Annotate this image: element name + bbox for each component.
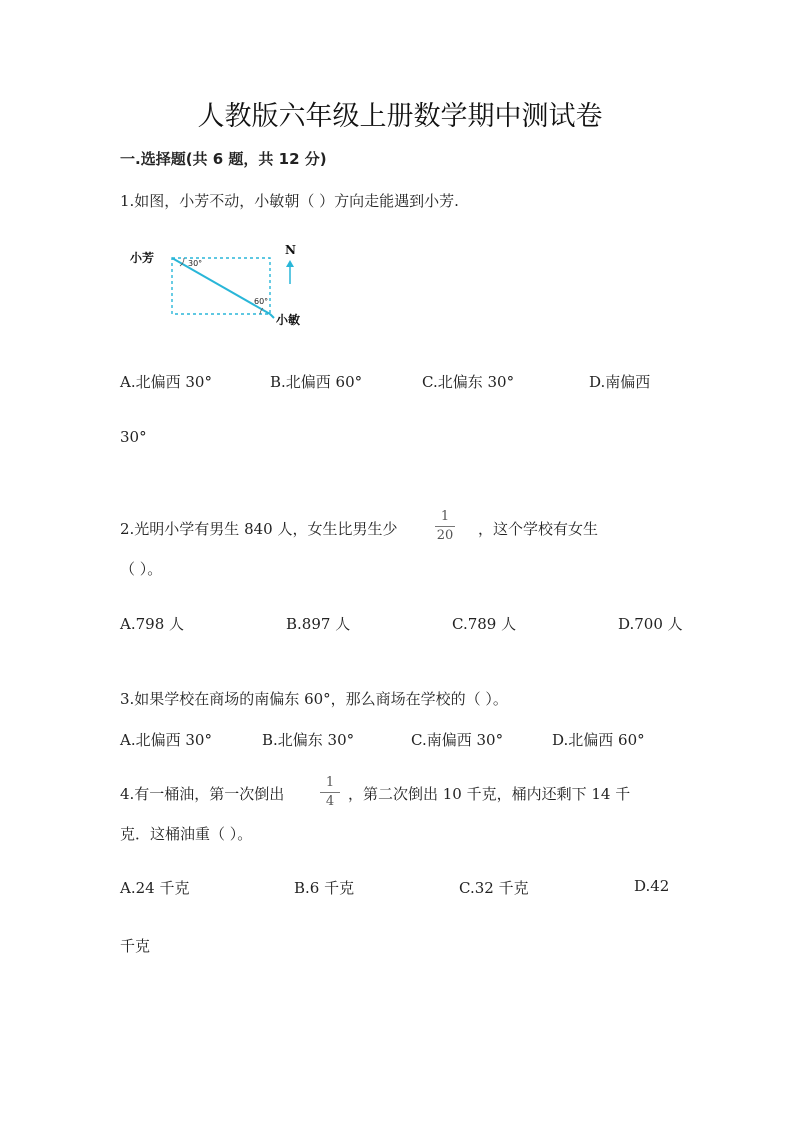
- angle-label-bottom: 60°: [254, 297, 269, 306]
- q1-option-d[interactable]: D.南偏西: [589, 373, 651, 391]
- fraction-numerator: 1: [440, 509, 450, 524]
- q1-option-c[interactable]: C.北偏东 30°: [422, 373, 515, 391]
- label-xiaomin: 小敏: [276, 313, 301, 327]
- question-2-fraction: [435, 510, 455, 543]
- q4-option-a[interactable]: A.24 千克: [120, 879, 190, 897]
- q2-option-b[interactable]: B.897 人: [286, 615, 351, 633]
- section-heading: 一.选择题(共 6 题，共 12 分): [120, 150, 327, 168]
- q3-option-d[interactable]: D.北偏西 60°: [552, 731, 645, 749]
- q1-option-d-continued: 30°: [120, 428, 147, 446]
- question-3-text: 3.如果学校在商场的南偏东 60°，那么商场在学校的（ ）。: [120, 690, 508, 708]
- q3-option-b[interactable]: B.北偏东 30°: [262, 731, 355, 749]
- fraction-denominator: 4: [325, 794, 335, 809]
- q2-option-a[interactable]: A.798 人: [120, 615, 184, 633]
- q4-option-d[interactable]: D.42: [634, 877, 670, 895]
- q1-option-b[interactable]: B.北偏西 60°: [270, 373, 363, 391]
- question-2-text-after: ，这个学校有女生: [478, 520, 599, 538]
- q2-option-c[interactable]: C.789 人: [452, 615, 517, 633]
- question-4-text-after: ，第二次倒出 10 千克，桶内还剩下 14 千: [348, 785, 631, 803]
- question-1-figure: [128, 238, 318, 342]
- north-label: N: [285, 243, 296, 257]
- q4-option-b[interactable]: B.6 千克: [294, 879, 355, 897]
- fraction-bar: [320, 792, 340, 793]
- q4-option-d-continued: 千克: [120, 937, 151, 955]
- direction-diagram: [128, 238, 318, 338]
- question-2-blank: （ ）。: [120, 560, 163, 578]
- page-title: 人教版六年级上册数学期中测试卷: [197, 101, 603, 132]
- label-xiaofang: 小芳: [130, 251, 155, 265]
- fraction-denominator: 20: [436, 528, 454, 543]
- question-4-fraction: [320, 776, 340, 809]
- q1-option-a[interactable]: A.北偏西 30°: [120, 373, 212, 391]
- q3-option-c[interactable]: C.南偏西 30°: [411, 731, 504, 749]
- question-4-text: 4.有一桶油，第一次倒出: [120, 785, 285, 803]
- north-arrowhead-icon: [286, 260, 294, 267]
- question-4-blank: 克．这桶油重（ ）。: [120, 825, 253, 843]
- q3-option-a[interactable]: A.北偏西 30°: [120, 731, 212, 749]
- question-1-text: 1.如图，小芳不动，小敏朝（ ）方向走能遇到小芳.: [120, 192, 459, 210]
- fraction-numerator: 1: [325, 775, 335, 790]
- q4-option-c[interactable]: C.32 千克: [459, 879, 529, 897]
- angle-label-top: 30°: [188, 259, 203, 268]
- fraction-bar: [435, 526, 455, 527]
- q2-option-d[interactable]: D.700 人: [618, 615, 683, 633]
- question-2-text: 2.光明小学有男生 840 人，女生比男生少: [120, 520, 398, 538]
